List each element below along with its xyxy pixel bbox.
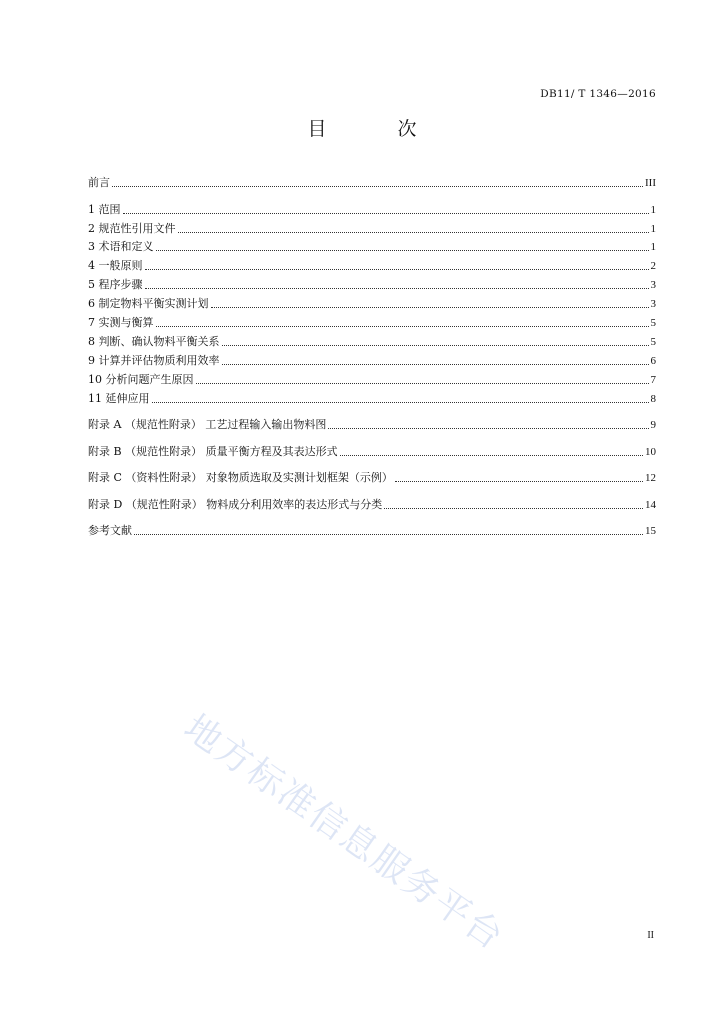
toc-leader-dots (145, 269, 649, 270)
toc-entry-label: 附录 C （资料性附录） 对象物质选取及实测计划框架（示例） (88, 471, 393, 484)
toc-entry-plan[interactable] (88, 295, 656, 311)
document-code: DB11/ T 1346—2016 (540, 88, 656, 100)
toc-entry-balance-relation[interactable] (88, 333, 656, 349)
toc-entry-page: 12 (645, 472, 656, 484)
toc-entry-annex-d[interactable] (88, 496, 656, 512)
toc-entry-label: 附录 A （规范性附录） 工艺过程输入输出物料图 (88, 418, 327, 431)
toc-entry-page: 1 (650, 241, 656, 253)
toc-entry-label: 3 术语和定义 (88, 240, 154, 253)
toc-entry-page: 1 (650, 223, 656, 235)
toc-leader-dots (328, 428, 648, 429)
toc-entry-label: 附录 D （规范性附录） 物料成分利用效率的表达形式与分类 (88, 498, 383, 511)
toc-leader-dots (152, 402, 649, 403)
toc-leader-dots (123, 213, 649, 214)
toc-entry-page: 14 (645, 499, 656, 511)
toc-entry-page: 1 (650, 204, 656, 216)
toc-entry-procedure[interactable] (88, 276, 656, 292)
toc-entry-annex-c[interactable] (88, 469, 656, 485)
toc-leader-dots (384, 508, 643, 509)
toc-leader-dots (134, 534, 643, 535)
toc-entry-page: 15 (645, 525, 656, 537)
toc-leader-dots (156, 326, 649, 327)
toc-entry-label: 5 程序步骤 (88, 278, 143, 291)
watermark: 地方标准信息服务平台 (176, 707, 512, 959)
toc-entry-cause-analysis[interactable] (88, 371, 656, 387)
toc-entry-page: 10 (645, 446, 656, 458)
toc-leader-dots (156, 250, 649, 251)
page-number: II (647, 930, 654, 941)
toc-entry-scope[interactable] (88, 201, 656, 217)
toc-entry-label: 8 判断、确认物料平衡关系 (88, 335, 220, 348)
toc-entry-page: 3 (650, 298, 656, 310)
toc-entry-label: 7 实测与衡算 (88, 316, 154, 329)
toc-leader-dots (145, 288, 649, 289)
toc-entry-label: 9 计算并评估物质利用效率 (88, 354, 220, 367)
toc-entry-annex-a[interactable] (88, 416, 656, 432)
toc-entry-general-principles[interactable] (88, 257, 656, 273)
toc-entry-label: 4 一般原则 (88, 259, 143, 272)
toc-leader-dots (222, 364, 649, 365)
toc-entry-label: 6 制定物料平衡实测计划 (88, 297, 209, 310)
toc-entry-label: 10 分析问题产生原因 (88, 373, 194, 386)
toc-entry-page: 5 (650, 317, 656, 329)
toc-entry-measurement[interactable] (88, 314, 656, 330)
toc-entry-page: 7 (650, 374, 656, 386)
toc-entry-label: 2 规范性引用文件 (88, 222, 176, 235)
toc-entry-terms[interactable] (88, 238, 656, 254)
page-title: 目 次 (307, 118, 443, 140)
toc-entry-page: 8 (650, 393, 656, 405)
toc-leader-dots (340, 455, 643, 456)
toc-leader-dots (211, 307, 649, 308)
toc-leader-dots (178, 232, 649, 233)
toc-entry-label: 参考文献 (88, 524, 132, 537)
toc-entry-normative-references[interactable] (88, 220, 656, 236)
toc-entry-bibliography[interactable] (88, 522, 656, 538)
toc-leader-dots (112, 186, 643, 187)
toc-entry-page: 2 (650, 260, 656, 272)
toc-entry-page: 5 (650, 336, 656, 348)
toc-entry-annex-b[interactable] (88, 443, 656, 459)
toc-entry-label: 前言 (88, 176, 110, 189)
toc-entry-page: 9 (650, 419, 656, 431)
toc-entry-label: 1 范围 (88, 203, 121, 216)
toc-leader-dots (222, 345, 649, 346)
toc-leader-dots (196, 383, 649, 384)
toc-entry-label: 附录 B （规范性附录） 质量平衡方程及其表达形式 (88, 445, 338, 458)
toc-entry-foreword[interactable] (88, 174, 656, 190)
toc-entry-page: 6 (650, 355, 656, 367)
toc-entry-page: III (645, 177, 656, 189)
toc-entry-extension[interactable] (88, 390, 656, 406)
toc-entry-page: 3 (650, 279, 656, 291)
toc-leader-dots (395, 481, 643, 482)
toc-entry-label: 11 延伸应用 (88, 392, 150, 405)
toc-entry-efficiency[interactable] (88, 352, 656, 368)
